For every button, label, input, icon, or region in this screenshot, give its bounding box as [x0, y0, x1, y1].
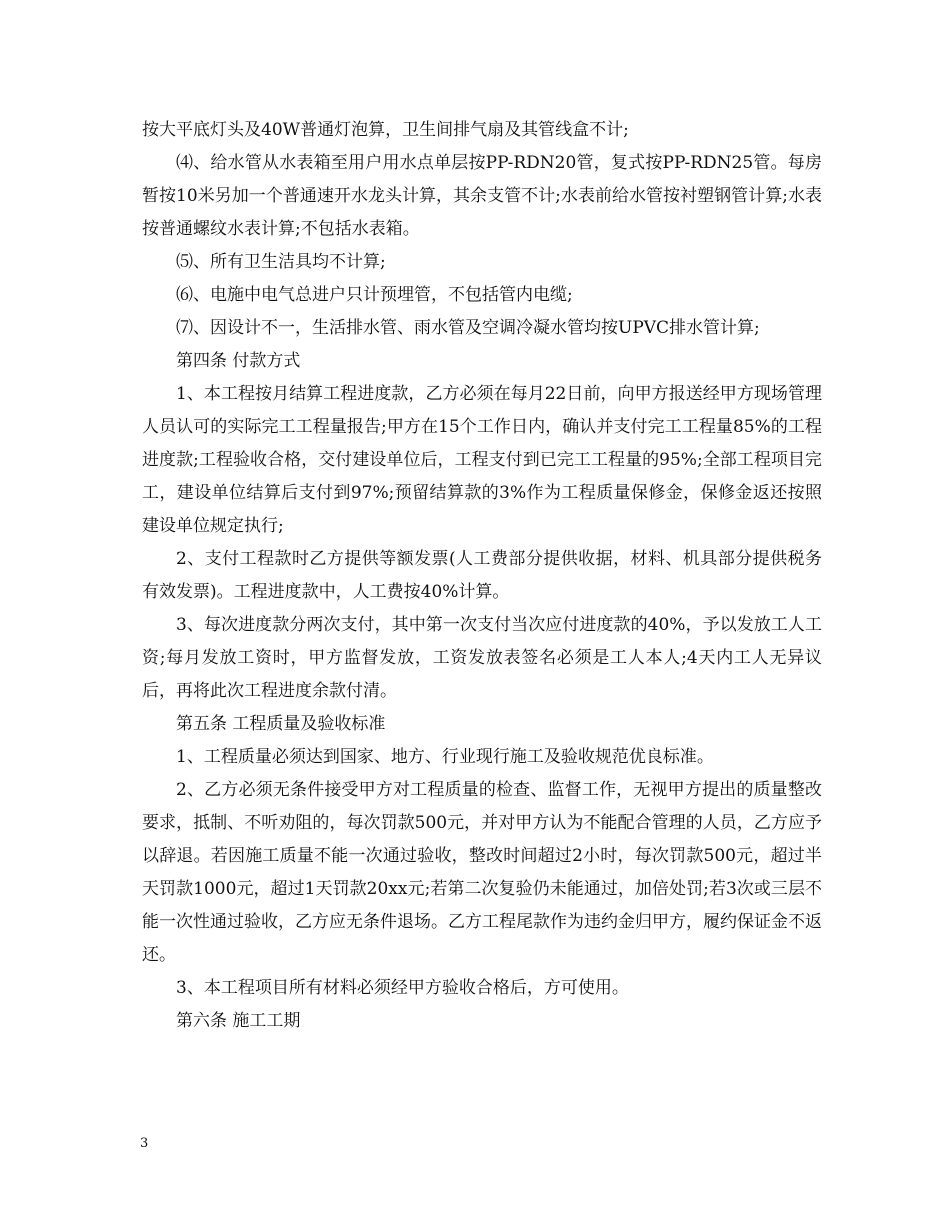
- paragraph-water-supply: ⑷、给水管从水表箱至用户用水点单层按PP-RDN20管，复式按PP-RDN25管。每房暂按10米另加一个普通速开水龙头计算，其余支管不计;水表前给水管按衬塑钢管计算;水表按普通螺纹水表计算;不包括水表箱。: [142, 153, 822, 239]
- paragraph-drainage: ⑺、因设计不一，生活排水管、雨水管及空调冷凝水管均按UPVC排水管计算;: [176, 318, 760, 338]
- paragraph-payment-1: 1、本工程按月结算工程进度款，乙方必须在每月22日前，向甲方报送经甲方现场管理人员认可的实际完工工程量报告;甲方在15个工作日内，确认并支付完工工程量85%的工程进度款;工程验收合格，交付建设单位后，工程支付到已完工工程量的95%;全部工程项目完工，建设单位结算后支付到97%;预留结算款的3%作为工程质量保修金，保修金返还按照建设单位规定执行;: [142, 384, 822, 536]
- paragraph-quality-3: 3、本工程项目所有材料必须经甲方验收合格后，方可使用。: [176, 978, 629, 998]
- page-number: 3: [140, 1136, 149, 1151]
- paragraph-lighting: 按大平底灯头及40W普通灯泡算，卫生间排气扇及其管线盒不计;: [142, 120, 629, 140]
- heading-article-4: 第四条 付款方式: [176, 351, 301, 371]
- paragraph-quality-1: 1、工程质量必须达到国家、地方、行业现行施工及验收规范优良标准。: [176, 747, 714, 767]
- document-body: [142, 114, 822, 1038]
- paragraph-quality-2: 2、乙方必须无条件接受甲方对工程质量的检查、监督工作，无视甲方提出的质量整改要求，抵制、不听劝阻的，每次罚款500元，并对甲方认为不能配合管理的人员，乙方应予以辞退。若因施工质量不能一次通过验收，整改时间超过2小时，每次罚款500元，超过半天罚款1000元，超过1天罚款20xx元;若第二次复验仍未能通过，加倍处罚;若3次或三层不能一次性通过验收，乙方应无条件退场。乙方工程尾款作为违约金归甲方，履约保证金不返还。: [142, 780, 822, 965]
- heading-article-6: 第六条 施工工期: [176, 1011, 301, 1031]
- paragraph-payment-2: 2、支付工程款时乙方提供等额发票(人工费部分提供收据，材料、机具部分提供税务有效发票)。工程进度款中，人工费按40%计算。: [142, 549, 822, 602]
- heading-article-5: 第五条 工程质量及验收标准: [176, 714, 386, 734]
- paragraph-electrical: ⑹、电施中电气总进户只计预埋管，不包括管内电缆;: [176, 285, 573, 305]
- paragraph-payment-3: 3、每次进度款分两次支付，其中第一次支付当次应付进度款的40%，予以发放工人工资;每月发放工资时，甲方监督发放，工资发放表签名必须是工人本人;4天内工人无异议后，再将此次工程进度余款付清。: [142, 615, 822, 701]
- paragraph-sanitary-ware: ⑸、所有卫生洁具均不计算;: [176, 252, 386, 272]
